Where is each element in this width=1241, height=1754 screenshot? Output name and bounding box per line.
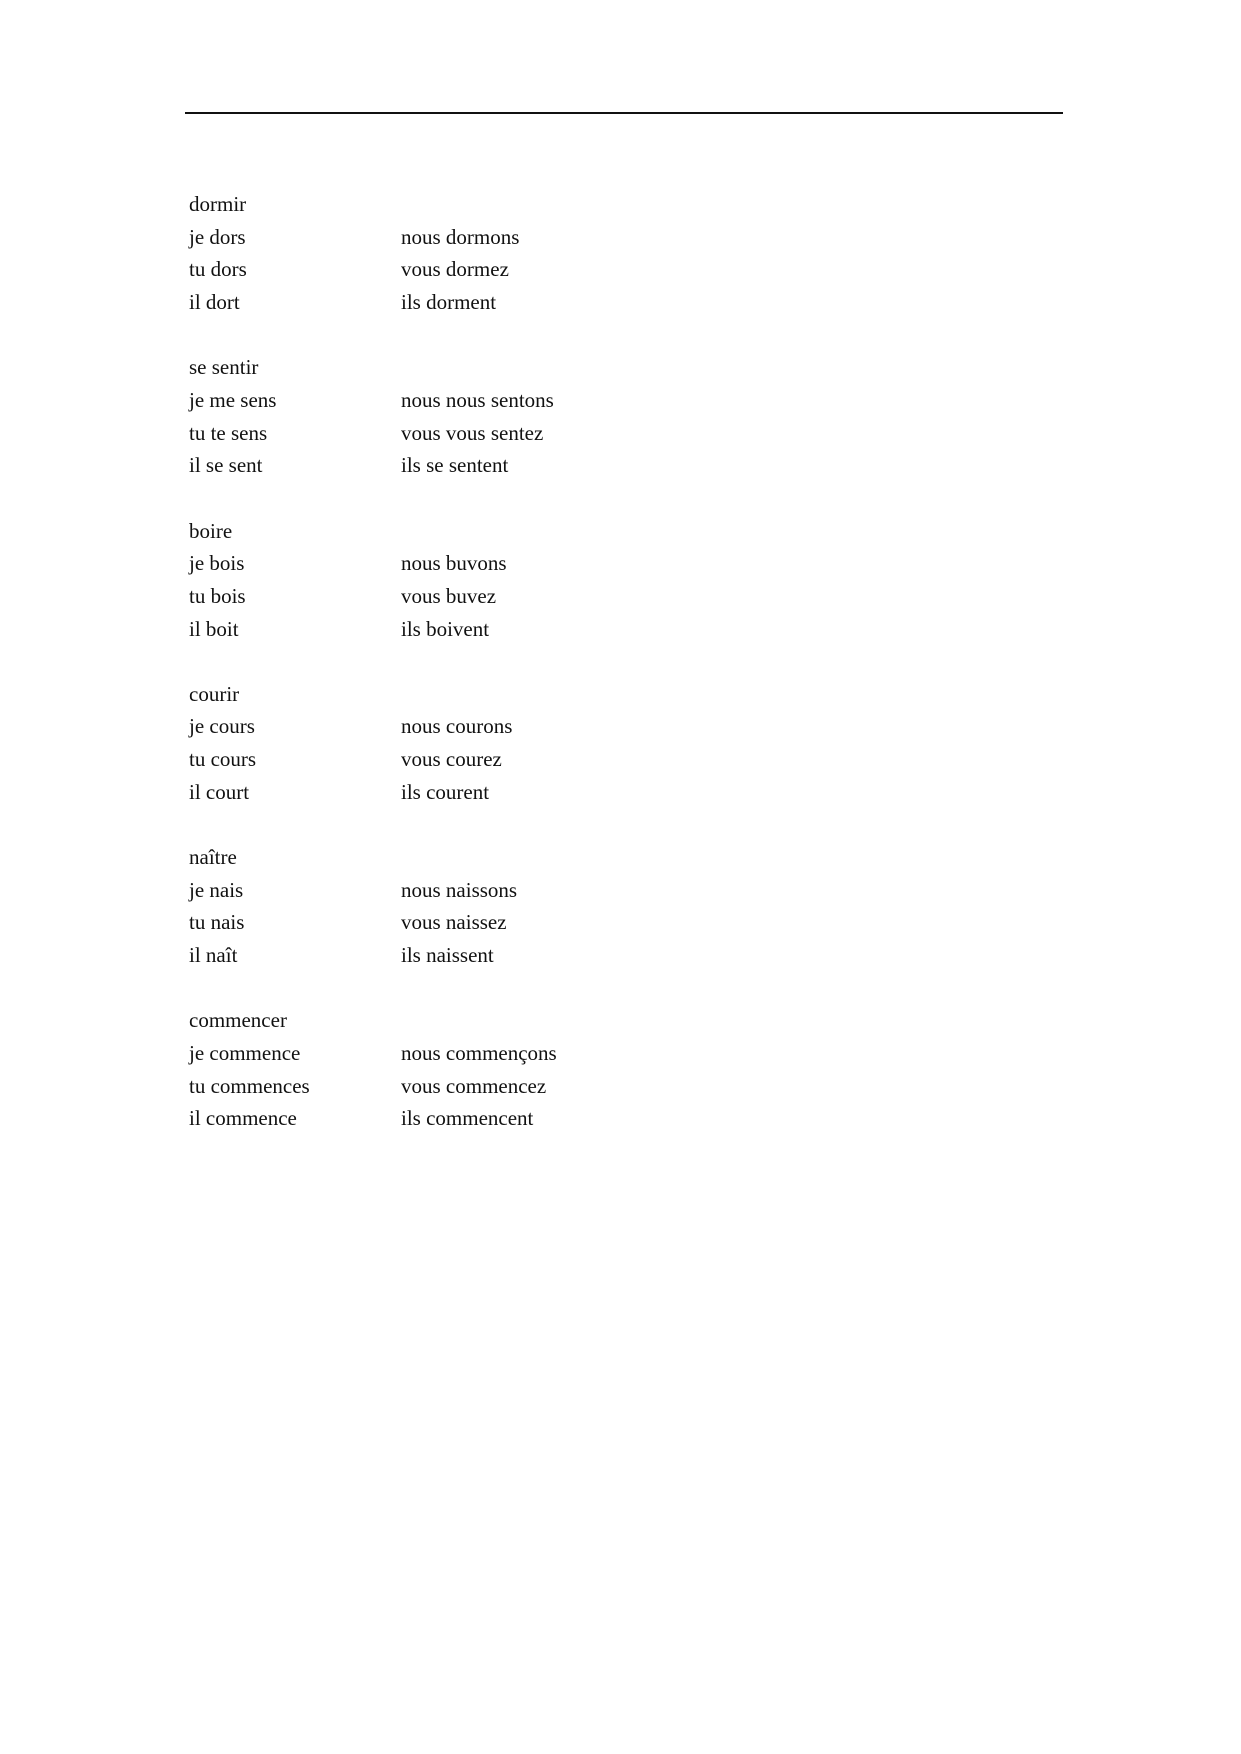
verb-title: boire	[189, 518, 233, 543]
plural-form: nous commençons	[401, 1040, 557, 1065]
verb-title: se sentir	[189, 355, 259, 380]
verb-title: commencer	[189, 1008, 287, 1033]
conjugation-row	[189, 253, 889, 286]
conjugation-row	[189, 776, 889, 809]
plural-form: ils naissent	[401, 943, 494, 968]
singular-form: il court	[189, 779, 250, 804]
verb-title: naître	[189, 845, 237, 869]
singular-form: il boit	[189, 616, 239, 641]
singular-form: il naît	[189, 943, 238, 968]
plural-form: ils commencent	[401, 1106, 534, 1131]
verb-block-boire	[189, 515, 889, 646]
verb-block-dormir	[189, 188, 889, 319]
plural-form: vous courez	[401, 747, 502, 772]
conjugation-row	[189, 547, 889, 580]
singular-form: tu cours	[189, 747, 257, 772]
conjugation-row	[189, 1037, 889, 1070]
conjugation-row	[189, 286, 889, 319]
plural-form: nous naissons	[401, 877, 518, 902]
plural-form: vous naissez	[401, 910, 507, 935]
verb-title: courir	[189, 681, 240, 706]
verb-title: dormir	[189, 192, 247, 216]
singular-form: je commence	[189, 1040, 301, 1065]
verb-block-naitre	[189, 841, 889, 972]
singular-form: tu dors	[189, 257, 247, 282]
singular-form: je cours	[189, 714, 255, 739]
singular-form: je me sens	[189, 387, 277, 412]
singular-form: je dors	[189, 224, 246, 249]
conjugation-row	[189, 743, 889, 776]
conjugation-row	[189, 417, 889, 450]
header-rule	[185, 112, 1063, 114]
singular-form: tu te sens	[189, 420, 268, 445]
plural-form: vous vous sentez	[401, 420, 544, 445]
conjugation-row	[189, 710, 889, 743]
verb-block-courir	[189, 678, 889, 809]
plural-form: nous nous sentons	[401, 387, 554, 412]
conjugation-row	[189, 1070, 889, 1103]
verb-block-commencer	[189, 1004, 889, 1135]
singular-form: je nais	[189, 877, 244, 902]
plural-form: ils se sentent	[401, 453, 509, 478]
conjugation-row	[189, 939, 889, 972]
plural-form: vous dormez	[401, 257, 509, 282]
singular-form: je bois	[189, 551, 245, 576]
plural-form: ils courent	[401, 779, 490, 804]
plural-form: vous commencez	[401, 1073, 547, 1098]
plural-form: ils boivent	[401, 616, 490, 641]
verb-block-se-sentir	[189, 351, 889, 482]
singular-form: tu nais	[189, 910, 245, 935]
singular-form: il se sent	[189, 453, 263, 478]
conjugation-row	[189, 384, 889, 417]
singular-form: tu bois	[189, 583, 246, 608]
plural-form: nous buvons	[401, 551, 507, 576]
conjugation-row	[189, 874, 889, 907]
singular-form: il commence	[189, 1106, 297, 1131]
plural-form: nous courons	[401, 714, 513, 739]
conjugation-row	[189, 221, 889, 254]
conjugation-row	[189, 449, 889, 482]
singular-form: tu commences	[189, 1073, 310, 1098]
conjugation-row	[189, 906, 889, 939]
conjugation-list	[189, 188, 889, 1168]
plural-form: vous buvez	[401, 583, 497, 608]
conjugation-row	[189, 613, 889, 646]
conjugation-row	[189, 580, 889, 613]
conjugation-row	[189, 1102, 889, 1135]
singular-form: il dort	[189, 290, 240, 315]
plural-form: ils dorment	[401, 290, 497, 315]
plural-form: nous dormons	[401, 224, 520, 249]
